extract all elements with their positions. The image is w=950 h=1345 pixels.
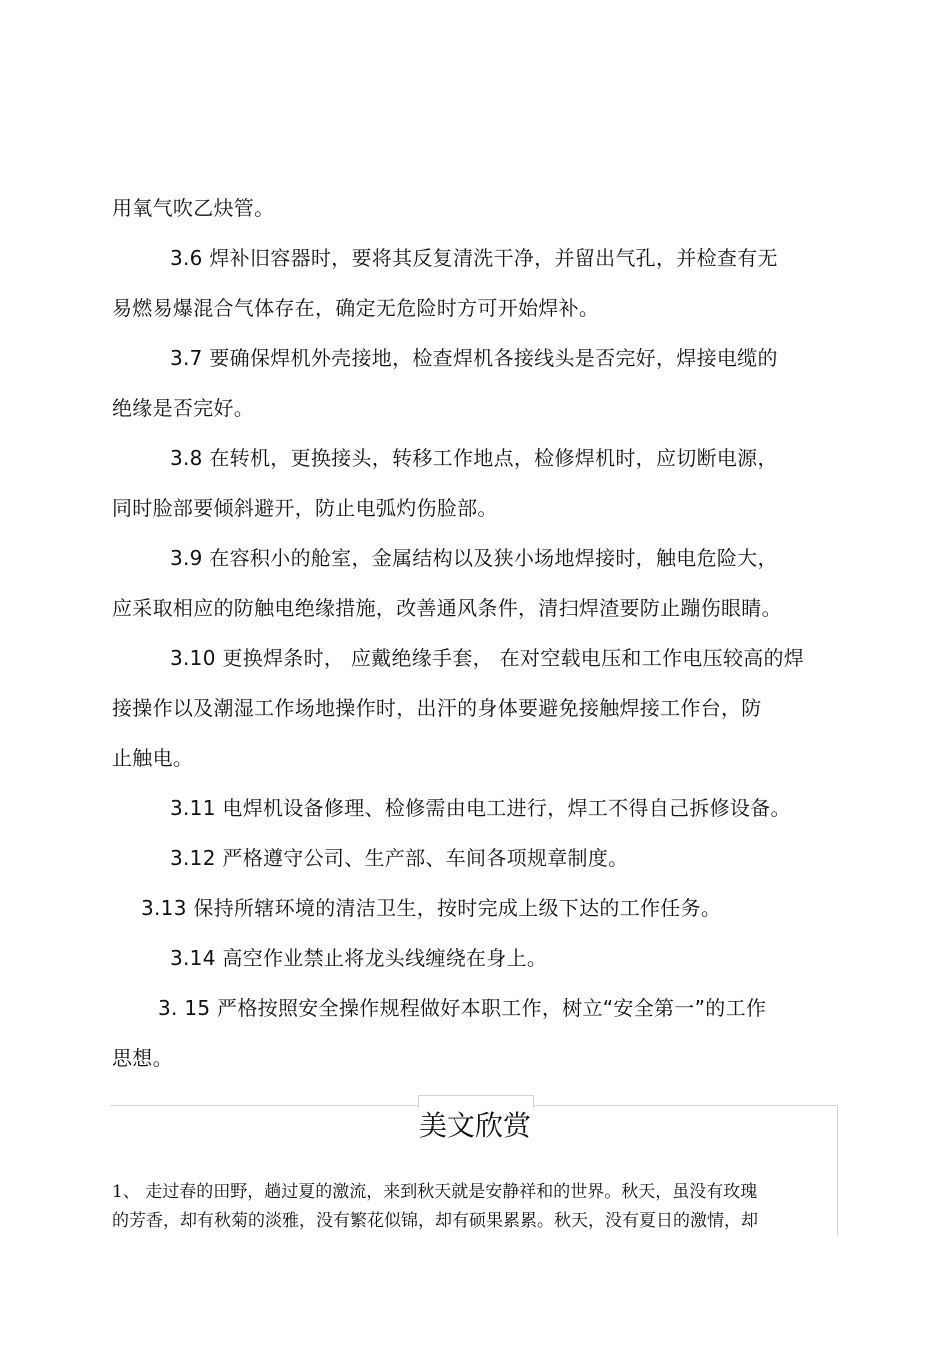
clause-3-7: 3.7 要确保焊机外壳接地，检查焊机各接线头是否完好，焊接电缆的 (170, 346, 778, 370)
text-line: 用氧气吹乙炔管。 (112, 196, 275, 220)
text-line: 易燃易爆混合气体存在，确定无危险时方可开始焊补。 (112, 296, 600, 320)
essay-line: 1、 走过春的田野，趟过夏的激流，来到秋天就是安静祥和的世界。秋天，虽没有玫瑰 (112, 1182, 758, 1202)
clause-3-13: 3.13 保持所辖环境的清洁卫生，按时完成上级下达的工作任务。 (141, 896, 722, 920)
text-line: 应采取相应的防触电绝缘措施，改善通风条件，清扫焊渣要防止蹦伤眼睛。 (112, 596, 782, 620)
clause-3-8: 3.8 在转机，更换接头，转移工作地点，检修焊机时，应切断电源， (170, 446, 778, 470)
essay-section-tab (418, 1095, 534, 1108)
clause-3-15: 3. 15 严格按照安全操作规程做好本职工作，树立“安全第一”的工作 (158, 996, 767, 1020)
text-line: 绝缘是否完好。 (112, 396, 255, 420)
clause-3-11: 3.11 电焊机设备修理、检修需由电工进行，焊工不得自己拆修设备。 (170, 796, 791, 820)
clause-3-9: 3.9 在容积小的舱室，金属结构以及狭小场地焊接时，触电危险大， (170, 546, 778, 570)
clause-3-10: 3.10 更换焊条时， 应戴绝缘手套， 在对空载电压和工作电压较高的焊 (170, 646, 805, 670)
text-line: 思想。 (112, 1046, 173, 1070)
clause-3-12: 3.12 严格遵守公司、生产部、车间各项规章制度。 (170, 846, 629, 870)
text-line: 同时脸部要倾斜避开，防止电弧灼伤脸部。 (112, 496, 498, 520)
text-line: 止触电。 (112, 746, 194, 770)
text-line: 接操作以及潮湿工作场地操作时，出汗的身体要避免接触焊接工作台，防 (112, 696, 762, 720)
essay-line: 的芳香，却有秋菊的淡雅，没有繁花似锦，却有硕果累累。秋天，没有夏日的激情，却 (112, 1211, 758, 1231)
clause-3-14: 3.14 高空作业禁止将龙头线缠绕在身上。 (170, 946, 548, 970)
essay-title: 美文欣赏 (418, 1109, 531, 1142)
clause-3-6: 3.6 焊补旧容器时，要将其反复清洗干净，并留出气孔，并检查有无 (170, 246, 778, 270)
